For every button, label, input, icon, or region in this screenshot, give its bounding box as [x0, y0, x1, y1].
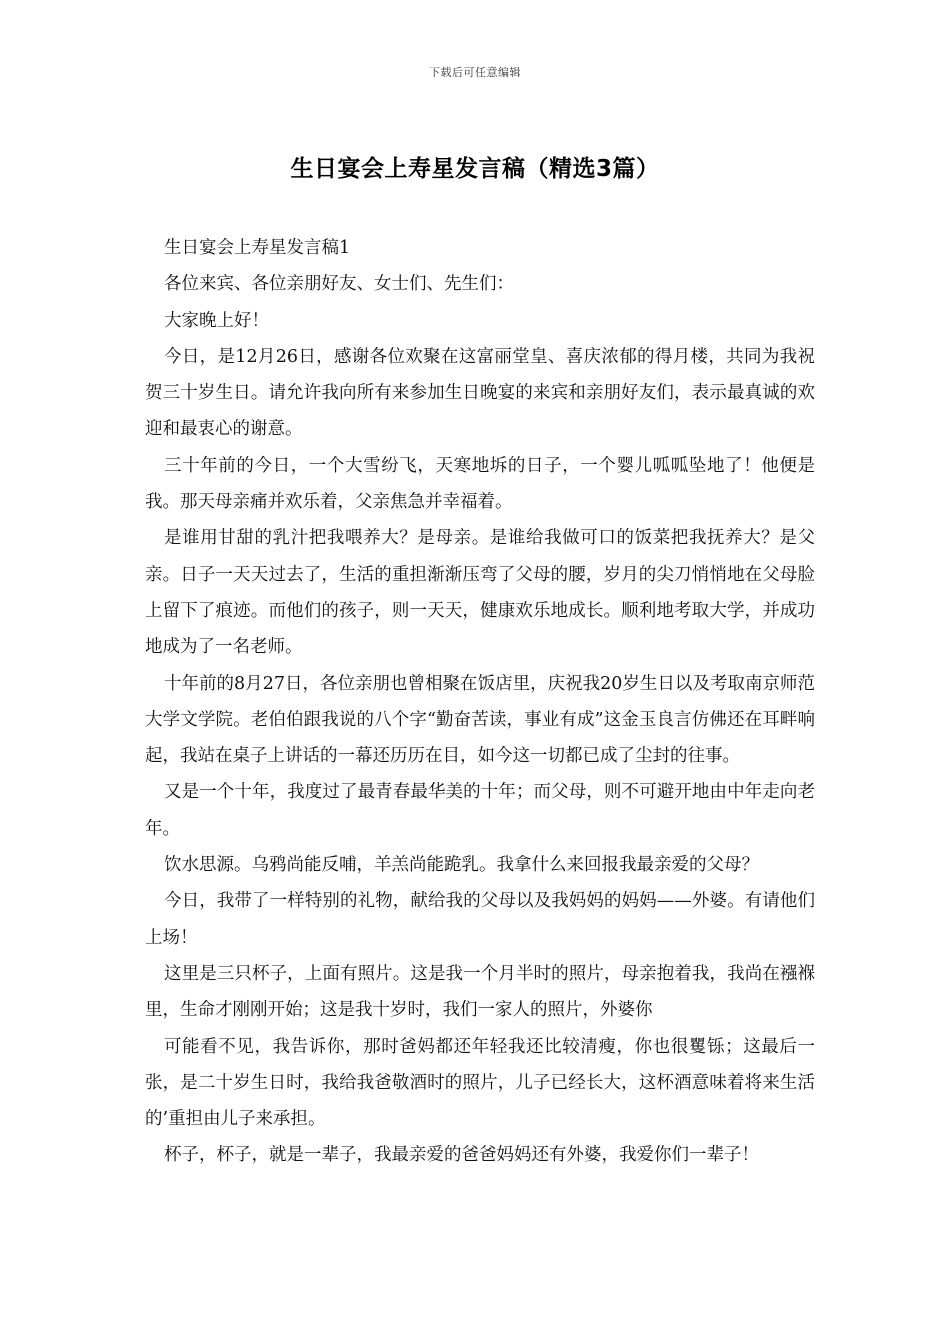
- paragraph: 三十年前的今日，一个大雪纷飞，天寒地坼的日子，一个婴儿呱呱坠地了！他便是我。那天母亲痛并欢乐着，父亲焦急并幸福着。: [145, 455, 815, 513]
- paragraph-greeting: 大家晚上好！: [164, 310, 269, 331]
- paragraph: 是谁用甘甜的乳汁把我喂养大？是母亲。是谁给我做可口的饭菜把我抚养大？是父亲。日子一天天过去了，生活的重担渐渐压弯了父母的腰，岁月的尖刀悄悄地在父母脸上留下了痕迹。而他们的孩子，则一天天，健康欢乐地成长。顺利地考取大学，并成功地成为了一名老师。: [145, 528, 815, 658]
- header-note: 下载后可任意编辑: [429, 66, 521, 79]
- page-title: 生日宴会上寿星发言稿（精选3篇）: [290, 156, 660, 182]
- paragraph: 可能看不见，我告诉你，那时爸妈都还年轻我还比较清瘦，你也很矍铄；这最后一张，是二十岁生日时，我给我爸敬酒时的照片，儿子已经长大，这杯酒意味着将来生活的’重担由儿子来承担。: [145, 1036, 815, 1130]
- paragraph: 这里是三只杯子，上面有照片。这是我一个月半时的照片，母亲抱着我，我尚在襁褓里，生命才刚刚开始；这是我十岁时，我们一家人的照片，外婆你: [145, 963, 815, 1021]
- paragraph-section-heading: 生日宴会上寿星发言稿1: [164, 238, 351, 258]
- paragraph-salutation: 各位来宾、各位亲朋好友、女士们、先生们：: [164, 274, 514, 295]
- paragraph: 饮水思源。乌鸦尚能反哺，羊羔尚能跪乳。我拿什么来回报我最亲爱的父母？: [164, 855, 759, 876]
- paragraph: 杯子，杯子，就是一辈子，我最亲爱的爸爸妈妈还有外婆，我爱你们一辈子！: [164, 1145, 759, 1166]
- paragraph: 今日，我带了一样特别的礼物，献给我的父母以及我妈妈的妈妈——外婆。有请他们上场！: [145, 891, 815, 948]
- document-body: [145, 230, 815, 1174]
- paragraph: 今日，是12月26日，感谢各位欢聚在这富丽堂皇、喜庆浓郁的得月楼，共同为我祝贺三十岁生日。请允许我向所有来参加生日晚宴的来宾和亲朋好友们，表示最真诚的欢迎和最衷心的谢意。: [145, 346, 815, 440]
- paragraph: 又是一个十年，我度过了最青春最华美的十年；而父母，则不可避开地由中年走向老年。: [145, 782, 815, 839]
- paragraph: 十年前的8月27日，各位亲朋也曾相聚在饭店里，庆祝我20岁生日以及考取南京师范大学文学院。老伯伯跟我说的八个字“勤奋苦读，事业有成”这金玉良言仿佛还在耳畔响起，我站在桌子上讲话的一幕还历历在目，如今这一切都已成了尘封的往事。: [145, 673, 815, 767]
